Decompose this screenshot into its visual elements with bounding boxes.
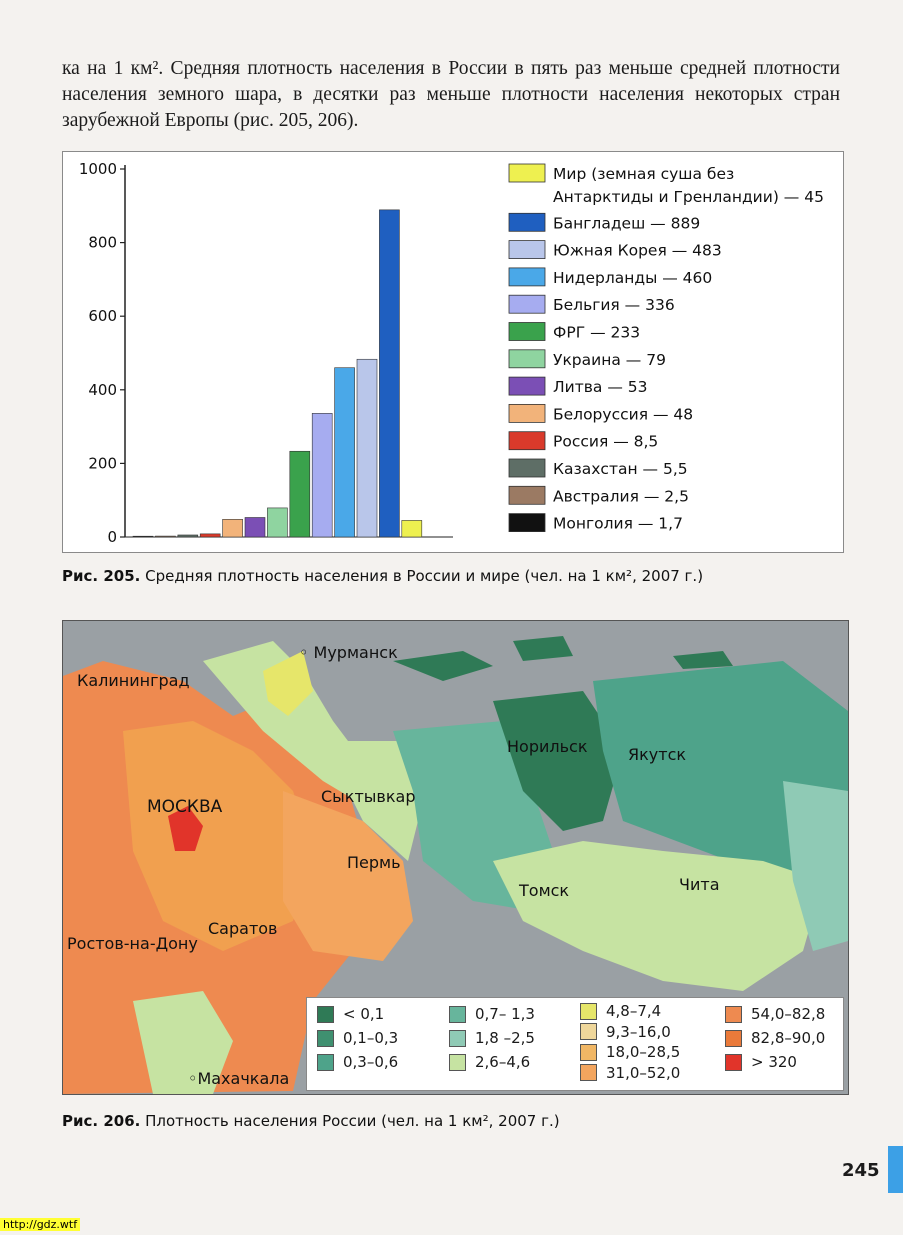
map-legend-item <box>580 1043 680 1061</box>
map-legend-label: 18,0–28,5 <box>606 1043 681 1061</box>
legend-label-1: Бангладеш — 889 <box>553 214 701 233</box>
map-legend-swatch <box>449 1054 466 1071</box>
map-legend-swatch <box>449 1030 466 1047</box>
intro-paragraph <box>62 56 840 134</box>
city-yakutsk: Якутск <box>628 745 687 764</box>
map-legend-swatch <box>580 1044 597 1061</box>
map-legend-item <box>317 1053 398 1071</box>
map-legend-swatch <box>725 1030 742 1047</box>
map-legend-label: 82,8–90,0 <box>751 1029 826 1047</box>
legend-swatch-8 <box>509 404 545 422</box>
y-tick-label-0: 0 <box>107 528 117 546</box>
map-legend-item <box>725 1029 825 1047</box>
map-legend-swatch <box>725 1054 742 1071</box>
figure-206-label: Рис. 206. <box>62 1112 141 1130</box>
map-legend-item <box>317 1005 384 1023</box>
legend-label-0: Мир (земная суша без <box>553 165 735 183</box>
bar-ФРГ <box>290 451 310 537</box>
city-moscow: МОСКВА <box>147 797 223 817</box>
legend-label-7: Литва — 53 <box>553 378 648 397</box>
legend-swatch-3 <box>509 268 545 286</box>
bar-Белоруссия <box>223 519 243 537</box>
map-legend-label: 31,0–52,0 <box>606 1063 681 1082</box>
russia-density-map <box>62 620 849 1095</box>
map-legend <box>306 997 844 1091</box>
legend-swatch-6 <box>509 350 545 368</box>
map-legend-label: < 0,1 <box>343 1005 385 1023</box>
legend-label-2: Южная Корея — 483 <box>553 241 722 260</box>
legend-swatch-9 <box>509 432 545 450</box>
map-legend-swatch <box>317 1054 334 1071</box>
figure-205-label: Рис. 205. <box>62 567 141 585</box>
map-legend-label: 54,0–82,8 <box>751 1005 826 1023</box>
city-syktyvkar: Сыктывкар <box>321 787 416 806</box>
legend-swatch-1 <box>509 213 545 231</box>
bar-Украина <box>267 508 287 537</box>
legend-swatch-5 <box>509 323 545 341</box>
city-chita: Чита <box>679 875 720 894</box>
legend-label-3: Нидерланды — 460 <box>553 268 713 287</box>
map-legend-item <box>449 1029 535 1047</box>
map-islands-2 <box>513 636 573 661</box>
map-legend-item <box>725 1053 797 1071</box>
city-kaliningrad: Калининград <box>77 671 190 690</box>
map-legend-item <box>449 1053 530 1071</box>
figure-205-caption-text: Средняя плотность населения в России и мире (чел. на 1 км², 2007 г.) <box>145 567 704 585</box>
bar-Монголия <box>133 536 153 537</box>
bar-Казахстан <box>178 535 198 537</box>
map-legend-label: 2,6–4,6 <box>475 1053 531 1071</box>
bar-Бельгия <box>312 413 332 537</box>
density-bar-chart <box>62 151 844 553</box>
figure-205-caption <box>62 567 703 585</box>
map-legend-label: 0,1–0,3 <box>343 1029 399 1047</box>
map-legend-label: 0,3–0,6 <box>343 1053 399 1071</box>
map-legend-label: > 320 <box>751 1053 797 1071</box>
legend-label-4: Бельгия — 336 <box>553 296 675 315</box>
legend-swatch-0 <box>509 164 545 182</box>
city-saratov: Саратов <box>208 919 278 938</box>
legend-label-11: Австралия — 2,5 <box>553 487 689 506</box>
city-tomsk: Томск <box>519 881 570 900</box>
legend-label-12: Монголия — 1,7 <box>553 514 683 533</box>
map-legend-item <box>580 1002 661 1020</box>
map-legend-label: 4,8–7,4 <box>606 1002 662 1020</box>
figure-206-caption <box>62 1112 560 1130</box>
map-legend-label: 1,8 –2,5 <box>475 1029 535 1047</box>
figure-206-caption-text: Плотность населения России (чел. на 1 км², 2007 г.) <box>145 1112 560 1130</box>
bar-chart-svg <box>63 152 843 552</box>
watermark-link[interactable]: http://gdz.wtf <box>0 1218 80 1231</box>
page-number: 245 <box>842 1160 880 1181</box>
y-tick-label-800: 800 <box>88 233 117 252</box>
bar-Россия <box>200 534 220 537</box>
map-legend-swatch <box>449 1006 466 1023</box>
bar-Нидерланды <box>335 368 355 537</box>
y-tick-label-200: 200 <box>88 454 117 473</box>
map-legend-item <box>580 1064 680 1082</box>
map-legend-swatch <box>725 1006 742 1023</box>
legend-label-5: ФРГ — 233 <box>553 323 641 342</box>
y-tick-label-400: 400 <box>88 380 117 399</box>
legend-label-9: Россия — 8,5 <box>553 432 659 451</box>
map-islands-3 <box>673 651 733 669</box>
city-norilsk: Норильск <box>507 737 588 756</box>
legend-label-8: Белоруссия — 48 <box>553 405 694 424</box>
y-tick-label-600: 600 <box>88 307 117 326</box>
map-legend-item <box>449 1005 535 1023</box>
city-rostov: Ростов-на-Дону <box>67 934 198 953</box>
map-legend-item <box>725 1005 825 1023</box>
map-islands-1 <box>393 651 493 681</box>
bar-Бангладеш <box>379 210 399 537</box>
intro-text: ка на 1 км². Средняя плотность населения в России в пять раз меньше средней плотности населения земного шара, в десятки раз меньше плотности населения некоторых стран зарубежной Европы (рис. 205, 206). <box>62 58 840 131</box>
bar-Мир <box>402 520 422 537</box>
map-legend-label: 0,7– 1,3 <box>475 1005 535 1023</box>
bar-Южная Корея <box>357 359 377 537</box>
legend-swatch-4 <box>509 295 545 313</box>
y-tick-label-1000: 1000 <box>78 160 117 178</box>
legend-swatch-12 <box>509 514 545 532</box>
legend-swatch-2 <box>509 241 545 259</box>
page-side-tab <box>888 1146 903 1193</box>
map-legend-item <box>580 1023 671 1041</box>
map-legend-swatch <box>580 1064 597 1081</box>
map-legend-swatch <box>317 1030 334 1047</box>
legend-label-0-line2: Антарктиды и Гренландии) — 45 <box>553 188 824 206</box>
legend-label-6: Украина — 79 <box>553 350 666 369</box>
legend-swatch-7 <box>509 377 545 395</box>
city-perm: Пермь <box>347 853 401 872</box>
city-makhachkala: ◦Махачкала <box>188 1069 290 1088</box>
legend-swatch-10 <box>509 459 545 477</box>
map-legend-swatch <box>317 1006 334 1023</box>
map-legend-swatch <box>580 1023 597 1040</box>
city-murmansk: ◦ Мурманск <box>299 643 398 662</box>
legend-label-10: Казахстан — 5,5 <box>553 460 688 478</box>
bar-Австралия <box>155 536 175 537</box>
map-legend-swatch <box>580 1003 597 1020</box>
map-legend-item <box>317 1029 398 1047</box>
bar-Литва <box>245 517 265 537</box>
legend-swatch-11 <box>509 486 545 504</box>
map-legend-label: 9,3–16,0 <box>606 1022 671 1041</box>
